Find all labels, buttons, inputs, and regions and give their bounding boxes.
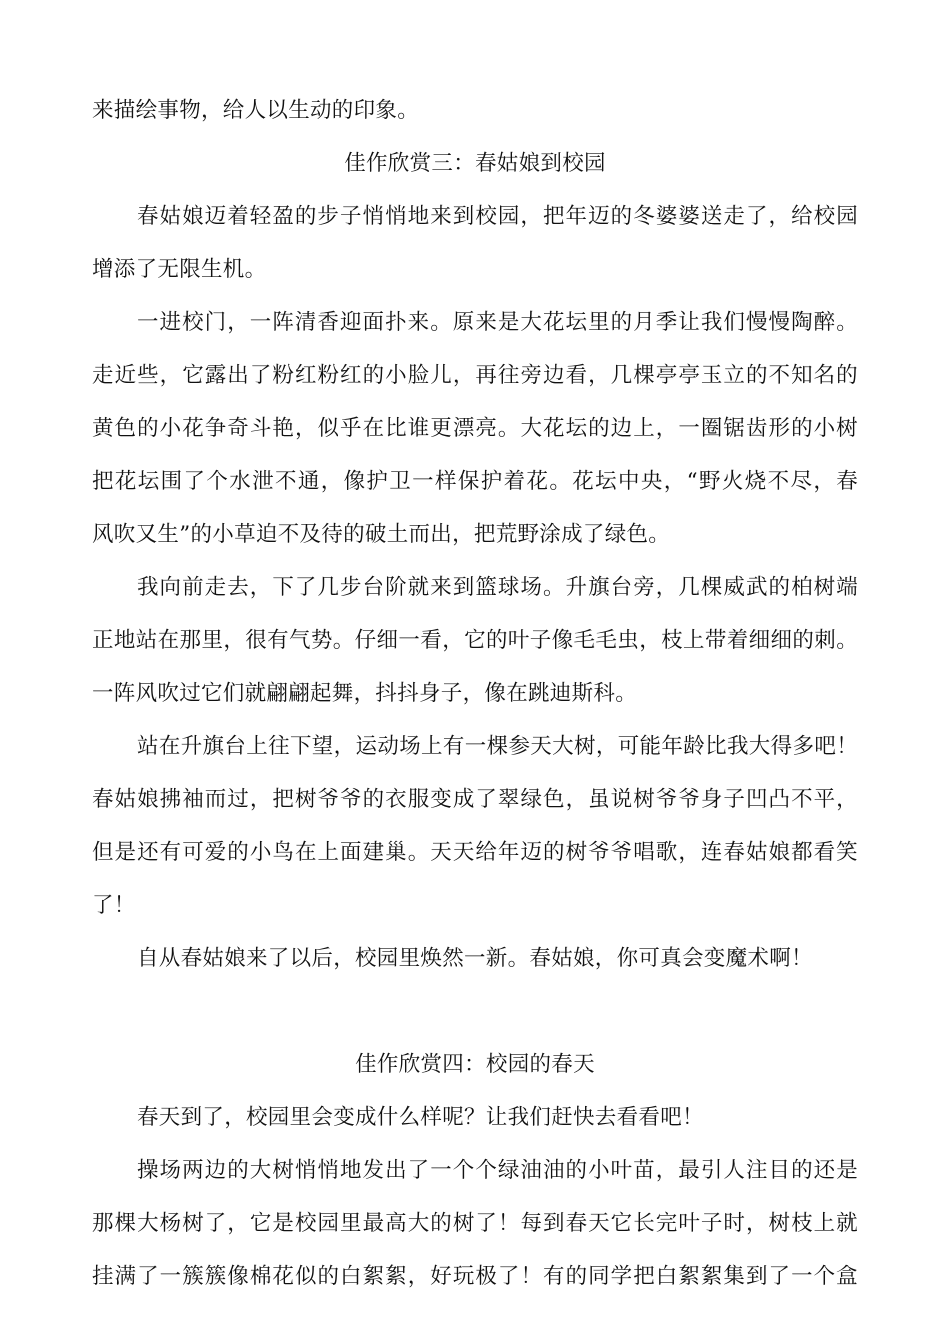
section-title: 佳作欣赏四：校园的春天 (355, 1052, 595, 1077)
paragraph-line: 站在升旗台上往下望，运动场上有一棵参天大树，可能年龄比我大得多吧！ (137, 734, 858, 759)
paragraph-line: 黄色的小花争奇斗艳，似乎在比谁更漂亮。大花坛的边上，一圈锯齿形的小树 (92, 416, 858, 441)
paragraph-line: 我向前走去，下了几步台阶就来到篮球场。升旗台旁，几棵威武的柏树端 (137, 575, 858, 600)
paragraph-line: 风吹又生”的小草迫不及待的破土而出，把荒野涂成了绿色。 (92, 522, 671, 547)
paragraph-line: 那棵大杨树了，它是校园里最高大的树了！每到春天它长完叶子时，树枝上就 (92, 1211, 858, 1236)
paragraph-line: 来描绘事物，给人以生动的印象。 (92, 98, 420, 123)
paragraph-line: 春姑娘迈着轻盈的步子悄悄地来到校园，把年迈的冬婆婆送走了，给校园 (137, 204, 858, 229)
paragraph-line: 春姑娘拂袖而过，把树爷爷的衣服变成了翠绿色，虽说树爷爷身子凹凸不平， (92, 787, 858, 812)
paragraph-line: 自从春姑娘来了以后，校园里焕然一新。春姑娘，你可真会变魔术啊！ (137, 946, 813, 971)
paragraph-line: 春天到了，校园里会变成什么样呢？让我们赶快去看看吧！ (137, 1105, 704, 1130)
paragraph-line: 但是还有可爱的小鸟在上面建巢。天天给年迈的树爷爷唱歌，连春姑娘都看笑 (92, 840, 858, 865)
section-title: 佳作欣赏三：春姑娘到校园 (344, 151, 606, 176)
paragraph-line: 了！ (92, 893, 136, 918)
paragraph-line: 一阵风吹过它们就翩翩起舞，抖抖身子，像在跳迪斯科。 (92, 681, 638, 706)
paragraph-line: 一进校门，一阵清香迎面扑来。原来是大花坛里的月季让我们慢慢陶醉。 (137, 310, 858, 335)
paragraph-line: 正地站在那里，很有气势。仔细一看，它的叶子像毛毛虫，枝上带着细细的刺。 (92, 628, 858, 653)
paragraph-line: 操场两边的大树悄悄地发出了一个个绿油油的小叶苗，最引人注目的还是 (137, 1158, 858, 1183)
paragraph-line: 挂满了一簇簇像棉花似的白絮絮，好玩极了！有的同学把白絮絮集到了一个盒 (92, 1264, 858, 1289)
paragraph-line: 把花坛围了个水泄不通，像护卫一样保护着花。花坛中央，“野火烧不尽，春 (92, 469, 858, 494)
paragraph-line: 增添了无限生机。 (92, 257, 267, 282)
paragraph-line: 走近些，它露出了粉红粉红的小脸儿，再往旁边看，几棵亭亭玉立的不知名的 (92, 363, 858, 388)
